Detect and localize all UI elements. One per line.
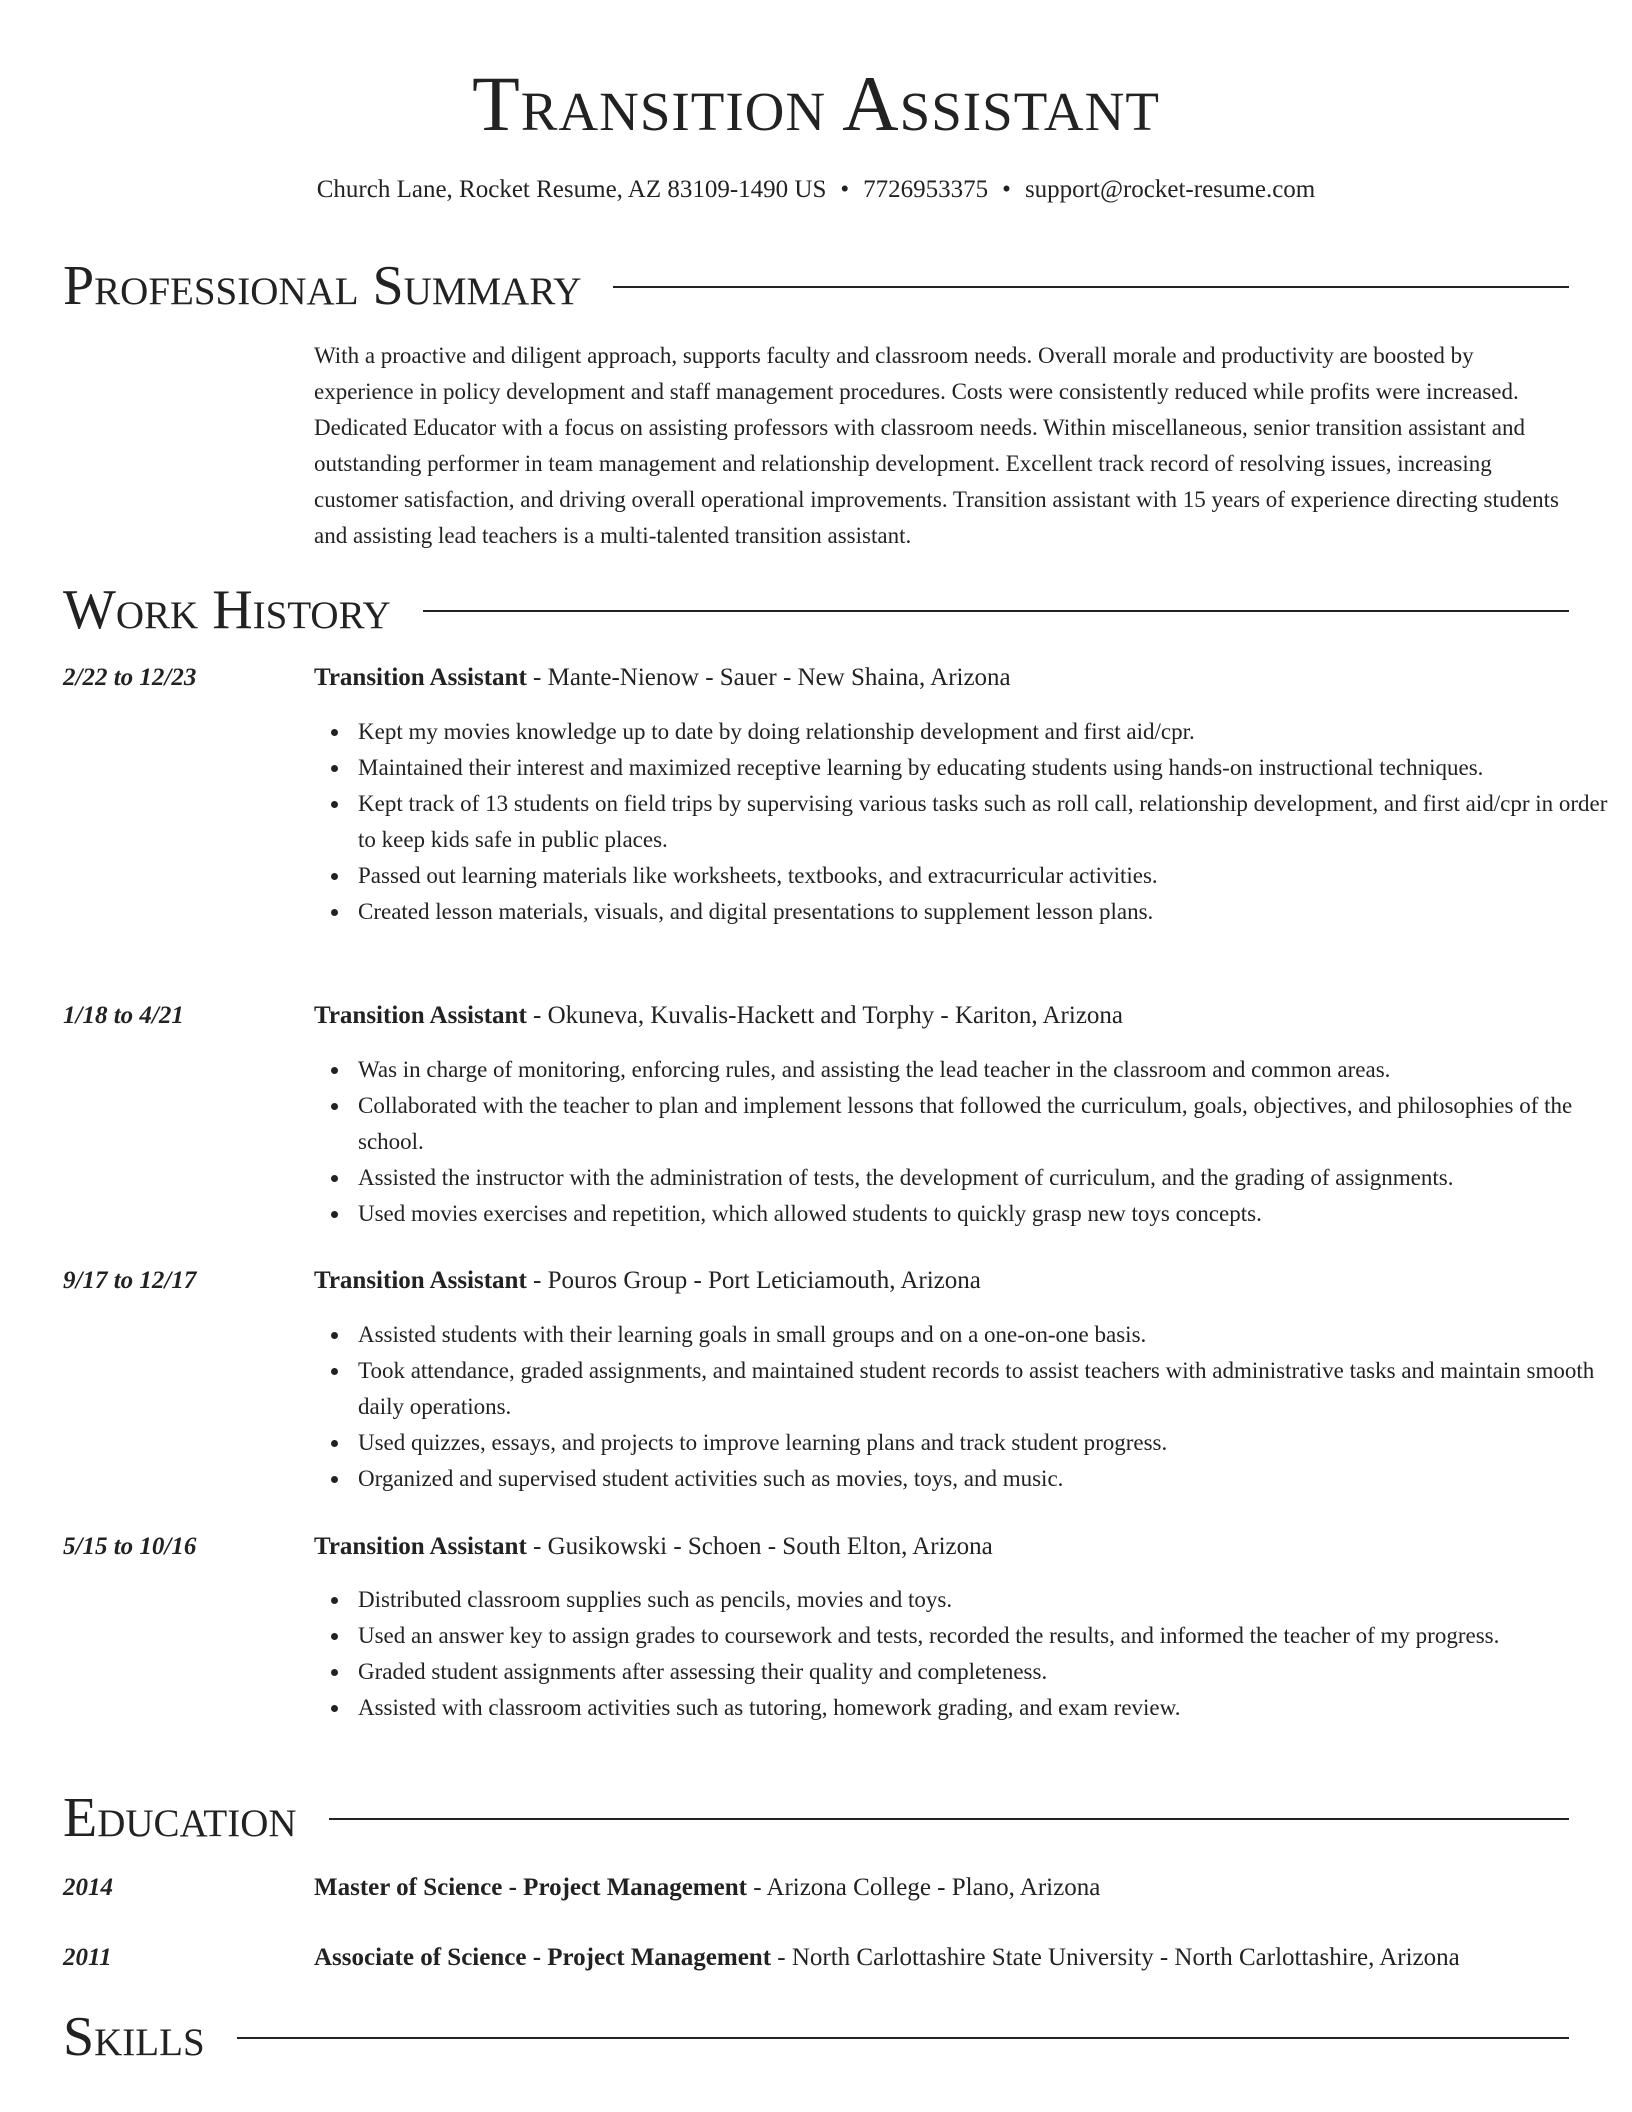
job-role: Transition Assistant: [314, 1267, 527, 1294]
contact-separator: •: [840, 176, 850, 203]
section-divider: [423, 610, 1569, 612]
contact-email: support@rocket-resume.com: [1024, 176, 1316, 203]
list-item: Graded student assignments after assessing their quality and completeness.: [358, 1654, 1614, 1690]
list-item: Was in charge of monitoring, enforcing rules, and assisting the lead teacher in the classroom and common areas.: [358, 1052, 1614, 1088]
job-details: - Pouros Group - Port Leticiamouth, Arizona: [526, 1267, 981, 1294]
list-item: Kept track of 13 students on field trips by supervising various tasks such as roll call, relationship development, and first aid/cpr in order to keep kids safe in public places.: [358, 786, 1614, 858]
contact-line: [0, 174, 1632, 206]
education-degree: Master of Science - Project Management: [314, 1874, 747, 1901]
job-role: Transition Assistant: [314, 664, 527, 691]
contact-phone: 7726953375: [863, 176, 989, 203]
job-details: - Okuneva, Kuvalis-Hackett and Torphy - Kariton, Arizona: [526, 1002, 1124, 1029]
section-title: Education: [63, 1787, 297, 1849]
list-item: Kept my movies knowledge up to date by doing relationship development and first aid/cpr.: [358, 714, 1614, 750]
job-details: - Gusikowski - Schoen - South Elton, Arizona: [526, 1533, 993, 1560]
section-divider: [613, 286, 1569, 288]
job-role: Transition Assistant: [314, 1533, 527, 1560]
list-item: Distributed classroom supplies such as pencils, movies and toys.: [358, 1582, 1614, 1618]
section-divider: [329, 1818, 1569, 1820]
list-item: Used quizzes, essays, and projects to improve learning plans and track student progress.: [358, 1425, 1614, 1461]
job-role: Transition Assistant: [314, 1002, 527, 1029]
section-education: [63, 1786, 1569, 1850]
section-professional-summary: [63, 254, 1569, 318]
contact-address: Church Lane, Rocket Resume, AZ 83109-1490 US: [316, 176, 827, 203]
education-degree: Associate of Science - Project Management: [314, 1944, 772, 1971]
education-details: - North Carlottashire State University - North Carlottashire, Arizona: [771, 1944, 1460, 1971]
section-title: Professional Summary: [63, 255, 582, 317]
job-bullets: [314, 1052, 1614, 1232]
education-details: - Arizona College - Plano, Arizona: [746, 1874, 1101, 1901]
list-item: Used an answer key to assign grades to coursework and tests, recorded the results, and informed the teacher of my progress.: [358, 1618, 1614, 1654]
job-dates: 1/18 to 4/21: [63, 1002, 184, 1029]
education-year: 2014: [63, 1874, 113, 1901]
job-bullets: [314, 1317, 1614, 1497]
list-item: Passed out learning materials like worksheets, textbooks, and extracurricular activities.: [358, 858, 1614, 894]
list-item: Collaborated with the teacher to plan and implement lessons that followed the curriculum, goals, objectives, and philosophies of the school.: [358, 1088, 1614, 1160]
job-bullets: [314, 1582, 1614, 1726]
section-title: Work History: [63, 579, 391, 641]
list-item: Took attendance, graded assignments, and maintained student records to assist teachers with administrative tasks and maintain smooth daily operations.: [358, 1353, 1614, 1425]
summary-text: With a proactive and diligent approach, supports faculty and classroom needs. Overall morale and productivity are boosted by experience in policy development and staff management procedures. Costs were consistently reduced while profits were increased. Dedicated Educator with a focus on assisting professors with classroom needs. Within miscellaneous, senior transition assistant and outstanding performer in team management and relationship development. Excellent track record of resolving issues, increasing customer satisfaction, and driving overall operational improvements. Transition assistant with 15 years of experience directing students and assisting lead teachers is a multi-talented transition assistant.: [314, 343, 1559, 548]
section-skills: [63, 2005, 1569, 2069]
job-title: [314, 1530, 1574, 1564]
list-item: Created lesson materials, visuals, and digital presentations to supplement lesson plans.: [358, 894, 1614, 930]
job-dates: 5/15 to 10/16: [63, 1533, 197, 1560]
job-dates: 2/22 to 12/23: [63, 664, 197, 691]
job-dates: 9/17 to 12/17: [63, 1267, 197, 1294]
job-bullets: [314, 714, 1614, 930]
job-title: [314, 999, 1574, 1033]
list-item: Assisted students with their learning goals in small groups and on a one-on-one basis.: [358, 1317, 1614, 1353]
job-title: [314, 1264, 1574, 1298]
list-item: Assisted the instructor with the administration of tests, the development of curriculum, and the grading of assignments.: [358, 1160, 1614, 1196]
section-work-history: [63, 578, 1569, 642]
list-item: Used movies exercises and repetition, which allowed students to quickly grasp new toys concepts.: [358, 1196, 1614, 1232]
education-entry: [314, 1871, 1574, 1905]
resume-name: Transition Assistant: [472, 60, 1160, 147]
list-item: Assisted with classroom activities such as tutoring, homework grading, and exam review.: [358, 1690, 1614, 1726]
list-item: Maintained their interest and maximized receptive learning by educating students using hands-on instructional techniques.: [358, 750, 1614, 786]
section-title: Skills: [63, 2006, 205, 2068]
job-title: [314, 661, 1574, 695]
list-item: Organized and supervised student activities such as movies, toys, and music.: [358, 1461, 1614, 1497]
job-details: - Mante-Nienow - Sauer - New Shaina, Arizona: [526, 664, 1011, 691]
education-entry: [314, 1941, 1574, 1975]
education-year: 2011: [63, 1944, 112, 1971]
section-divider: [237, 2037, 1569, 2039]
contact-separator: •: [1002, 176, 1011, 203]
